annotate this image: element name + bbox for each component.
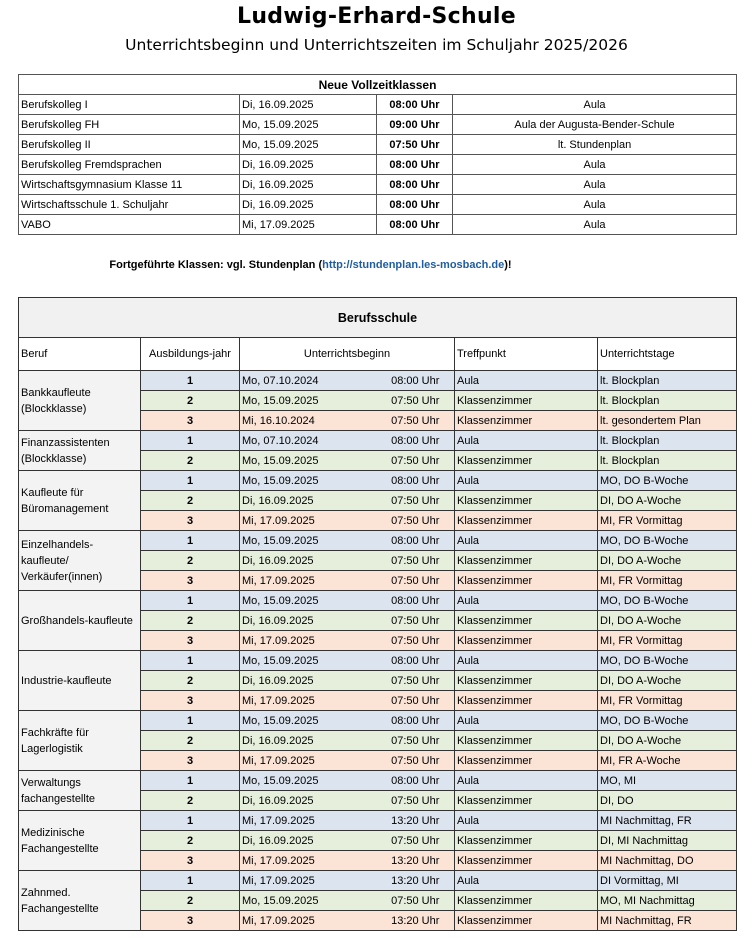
ausbildungsjahr-cell: 1 — [141, 431, 240, 451]
treffpunkt-cell: Klassenzimmer — [455, 631, 598, 651]
ort-cell: Aula — [453, 155, 737, 175]
beruf-cell: Medizinische Fachangestellte — [19, 811, 141, 871]
treffpunkt-cell: Klassenzimmer — [455, 691, 598, 711]
ausbildungsjahr-cell: 1 — [141, 651, 240, 671]
treffpunkt-cell: Klassenzimmer — [455, 451, 598, 471]
datum-cell: Mo, 15.09.2025 — [240, 391, 377, 411]
zeit-cell: 08:00 Uhr — [377, 195, 453, 215]
zeit-cell: 13:20 Uhr — [377, 811, 455, 831]
beruf-cell: Bankkaufleute (Blockklasse) — [19, 371, 141, 431]
zeit-cell: 07:50 Uhr — [377, 611, 455, 631]
berufsschule-table — [18, 297, 737, 931]
zeit-cell: 07:50 Uhr — [377, 135, 453, 155]
datum-cell: Mo, 15.09.2025 — [240, 531, 377, 551]
ort-cell: lt. Stundenplan — [453, 135, 737, 155]
datum-cell: Mi, 17.09.2025 — [240, 215, 377, 235]
datum-cell: Di, 16.09.2025 — [240, 831, 377, 851]
note-text: Fortgeführte Klassen: vgl. Stundenplan ( — [109, 259, 323, 271]
zeit-cell: 07:50 Uhr — [377, 671, 455, 691]
unterrichtstage-cell: MI, FR Vormittag — [598, 631, 737, 651]
zeit-cell: 07:50 Uhr — [377, 411, 455, 431]
klasse-cell: Berufskolleg Fremdsprachen — [19, 155, 240, 175]
datum-cell: Mi, 17.09.2025 — [240, 571, 377, 591]
klasse-cell: Wirtschaftsgymnasium Klasse 11 — [19, 175, 240, 195]
ausbildungsjahr-cell: 1 — [141, 591, 240, 611]
zeit-cell: 13:20 Uhr — [377, 871, 455, 891]
table-row — [19, 431, 737, 451]
unterrichtstage-cell: DI Vormittag, MI — [598, 871, 737, 891]
zeit-cell: 08:00 Uhr — [377, 711, 455, 731]
datum-cell: Di, 16.09.2025 — [240, 195, 377, 215]
datum-cell: Mo, 15.09.2025 — [240, 771, 377, 791]
datum-cell: Mo, 07.10.2024 — [240, 371, 377, 391]
column-header-unterrichtsbeginn: Unterrichtsbeginn — [240, 338, 455, 371]
datum-cell: Mi, 17.09.2025 — [240, 871, 377, 891]
ort-cell: Aula — [453, 95, 737, 115]
table-row — [19, 471, 737, 491]
continued-classes-note — [0, 259, 621, 271]
treffpunkt-cell: Aula — [455, 711, 598, 731]
zeit-cell: 08:00 Uhr — [377, 471, 455, 491]
ausbildungsjahr-cell: 2 — [141, 891, 240, 911]
ausbildungsjahr-cell: 2 — [141, 791, 240, 811]
datum-cell: Mo, 15.09.2025 — [240, 711, 377, 731]
unterrichtstage-cell: lt. Blockplan — [598, 371, 737, 391]
zeit-cell: 07:50 Uhr — [377, 631, 455, 651]
column-header-unterrichtstage: Unterrichtstage — [598, 338, 737, 371]
treffpunkt-cell: Klassenzimmer — [455, 751, 598, 771]
ausbildungsjahr-cell: 1 — [141, 771, 240, 791]
zeit-cell: 13:20 Uhr — [377, 911, 455, 931]
ausbildungsjahr-cell: 2 — [141, 671, 240, 691]
datum-cell: Mi, 17.09.2025 — [240, 691, 377, 711]
unterrichtstage-cell: DI, DO A-Woche — [598, 551, 737, 571]
ausbildungsjahr-cell: 2 — [141, 551, 240, 571]
unterrichtstage-cell: lt. gesondertem Plan — [598, 411, 737, 431]
unterrichtstage-cell: lt. Blockplan — [598, 431, 737, 451]
table-row — [19, 215, 737, 235]
column-header-treffpunkt: Treffpunkt — [455, 338, 598, 371]
table-row — [19, 591, 737, 611]
unterrichtstage-cell: MO, MI — [598, 771, 737, 791]
table-row — [19, 155, 737, 175]
treffpunkt-cell: Aula — [455, 431, 598, 451]
zeit-cell: 08:00 Uhr — [377, 771, 455, 791]
ausbildungsjahr-cell: 3 — [141, 691, 240, 711]
table-row — [19, 175, 737, 195]
datum-cell: Mi, 17.09.2025 — [240, 851, 377, 871]
datum-cell: Mo, 15.09.2025 — [240, 451, 377, 471]
unterrichtstage-cell: lt. Blockplan — [598, 391, 737, 411]
table-row — [19, 195, 737, 215]
zeit-cell: 07:50 Uhr — [377, 491, 455, 511]
unterrichtstage-cell: MO, DO B-Woche — [598, 651, 737, 671]
treffpunkt-cell: Klassenzimmer — [455, 731, 598, 751]
klasse-cell: VABO — [19, 215, 240, 235]
unterrichtstage-cell: DI, DO A-Woche — [598, 491, 737, 511]
ausbildungsjahr-cell: 3 — [141, 751, 240, 771]
klasse-cell: Berufskolleg II — [19, 135, 240, 155]
stundenplan-link[interactable]: http://stundenplan.les-mosbach.de — [322, 259, 505, 271]
treffpunkt-cell: Klassenzimmer — [455, 791, 598, 811]
ausbildungsjahr-cell: 1 — [141, 711, 240, 731]
ausbildungsjahr-cell: 1 — [141, 811, 240, 831]
datum-cell: Di, 16.09.2025 — [240, 95, 377, 115]
datum-cell: Di, 16.09.2025 — [240, 175, 377, 195]
vollzeit-heading: Neue Vollzeitklassen — [19, 75, 737, 95]
klasse-cell: Wirtschaftsschule 1. Schuljahr — [19, 195, 240, 215]
datum-cell: Mi, 17.09.2025 — [240, 911, 377, 931]
zeit-cell: 13:20 Uhr — [377, 851, 455, 871]
zeit-cell: 07:50 Uhr — [377, 791, 455, 811]
datum-cell: Mo, 15.09.2025 — [240, 135, 377, 155]
treffpunkt-cell: Klassenzimmer — [455, 831, 598, 851]
table-row — [19, 135, 737, 155]
zeit-cell: 08:00 Uhr — [377, 531, 455, 551]
column-header-beruf: Beruf — [19, 338, 141, 371]
unterrichtstage-cell: MI Nachmittag, DO — [598, 851, 737, 871]
unterrichtstage-cell: DI, DO A-Woche — [598, 611, 737, 631]
datum-cell: Mo, 15.09.2025 — [240, 471, 377, 491]
zeit-cell: 07:50 Uhr — [377, 891, 455, 911]
treffpunkt-cell: Aula — [455, 771, 598, 791]
datum-cell: Mi, 17.09.2025 — [240, 511, 377, 531]
zeit-cell: 07:50 Uhr — [377, 751, 455, 771]
ausbildungsjahr-cell: 1 — [141, 531, 240, 551]
beruf-cell: Finanzassistenten (Blockklasse) — [19, 431, 141, 471]
treffpunkt-cell: Aula — [455, 811, 598, 831]
table-row — [19, 371, 737, 391]
treffpunkt-cell: Klassenzimmer — [455, 511, 598, 531]
zeit-cell: 07:50 Uhr — [377, 731, 455, 751]
ausbildungsjahr-cell: 3 — [141, 511, 240, 531]
vollzeit-table — [18, 74, 737, 235]
zeit-cell: 07:50 Uhr — [377, 391, 455, 411]
unterrichtstage-cell: MI, FR Vormittag — [598, 691, 737, 711]
unterrichtstage-cell: MI Nachmittag, FR — [598, 811, 737, 831]
zeit-cell: 07:50 Uhr — [377, 451, 455, 471]
zeit-cell: 07:50 Uhr — [377, 831, 455, 851]
beruf-cell: Einzelhandels-kaufleute/ Verkäufer(innen) — [19, 531, 141, 591]
unterrichtstage-cell: DI, DO A-Woche — [598, 731, 737, 751]
datum-cell: Mi, 17.09.2025 — [240, 811, 377, 831]
unterrichtstage-cell: lt. Blockplan — [598, 451, 737, 471]
unterrichtstage-cell: MO, DO B-Woche — [598, 711, 737, 731]
treffpunkt-cell: Klassenzimmer — [455, 851, 598, 871]
note-suffix: )! — [504, 259, 512, 271]
beruf-cell: Kaufleute für Büromanagement — [19, 471, 141, 531]
zeit-cell: 08:00 Uhr — [377, 371, 455, 391]
treffpunkt-cell: Klassenzimmer — [455, 571, 598, 591]
beruf-cell: Fachkräfte für Lagerlogistik — [19, 711, 141, 771]
treffpunkt-cell: Aula — [455, 591, 598, 611]
zeit-cell: 08:00 Uhr — [377, 155, 453, 175]
ort-cell: Aula — [453, 215, 737, 235]
datum-cell: Di, 16.09.2025 — [240, 551, 377, 571]
datum-cell: Mi, 17.09.2025 — [240, 751, 377, 771]
treffpunkt-cell: Klassenzimmer — [455, 491, 598, 511]
ort-cell: Aula der Augusta-Bender-Schule — [453, 115, 737, 135]
ausbildungsjahr-cell: 1 — [141, 371, 240, 391]
school-name: Ludwig-Erhard-Schule — [237, 4, 516, 29]
ausbildungsjahr-cell: 2 — [141, 731, 240, 751]
ausbildungsjahr-cell: 1 — [141, 871, 240, 891]
treffpunkt-cell: Klassenzimmer — [455, 411, 598, 431]
datum-cell: Di, 16.09.2025 — [240, 731, 377, 751]
column-header-ausbildungsjahr: Ausbildungs-jahr — [141, 338, 240, 371]
treffpunkt-cell: Klassenzimmer — [455, 611, 598, 631]
table-row — [19, 651, 737, 671]
unterrichtstage-cell: MO, DO B-Woche — [598, 591, 737, 611]
zeit-cell: 08:00 Uhr — [377, 95, 453, 115]
table-row — [19, 115, 737, 135]
treffpunkt-cell: Aula — [455, 871, 598, 891]
treffpunkt-cell: Aula — [455, 651, 598, 671]
zeit-cell: 08:00 Uhr — [377, 651, 455, 671]
zeit-cell: 08:00 Uhr — [377, 215, 453, 235]
ausbildungsjahr-cell: 3 — [141, 911, 240, 931]
unterrichtstage-cell: MO, DO B-Woche — [598, 471, 737, 491]
table-row — [19, 711, 737, 731]
datum-cell: Mo, 15.09.2025 — [240, 591, 377, 611]
beruf-cell: Großhandels-kaufleute — [19, 591, 141, 651]
datum-cell: Mo, 15.09.2025 — [240, 891, 377, 911]
ort-cell: Aula — [453, 175, 737, 195]
beruf-cell: Industrie-kaufleute — [19, 651, 141, 711]
beruf-cell: Zahnmed. Fachangestellte — [19, 871, 141, 931]
unterrichtstage-cell: DI, DO A-Woche — [598, 671, 737, 691]
datum-cell: Di, 16.09.2025 — [240, 155, 377, 175]
treffpunkt-cell: Klassenzimmer — [455, 911, 598, 931]
ausbildungsjahr-cell: 3 — [141, 851, 240, 871]
zeit-cell: 07:50 Uhr — [377, 691, 455, 711]
datum-cell: Di, 16.09.2025 — [240, 671, 377, 691]
datum-cell: Di, 16.09.2025 — [240, 791, 377, 811]
page-subtitle: Unterrichtsbeginn und Unterrichtszeiten im Schuljahr 2025/2026 — [125, 36, 628, 54]
datum-cell: Mo, 15.09.2025 — [240, 115, 377, 135]
ort-cell: Aula — [453, 195, 737, 215]
treffpunkt-cell: Klassenzimmer — [455, 671, 598, 691]
zeit-cell: 08:00 Uhr — [377, 175, 453, 195]
treffpunkt-cell: Aula — [455, 371, 598, 391]
datum-cell: Mo, 15.09.2025 — [240, 651, 377, 671]
ausbildungsjahr-cell: 2 — [141, 491, 240, 511]
zeit-cell: 08:00 Uhr — [377, 431, 455, 451]
table-row — [19, 811, 737, 831]
treffpunkt-cell: Klassenzimmer — [455, 891, 598, 911]
datum-cell: Mo, 07.10.2024 — [240, 431, 377, 451]
ausbildungsjahr-cell: 3 — [141, 411, 240, 431]
table-row — [19, 531, 737, 551]
klasse-cell: Berufskolleg FH — [19, 115, 240, 135]
ausbildungsjahr-cell: 2 — [141, 451, 240, 471]
klasse-cell: Berufskolleg I — [19, 95, 240, 115]
unterrichtstage-cell: MI, FR A-Woche — [598, 751, 737, 771]
ausbildungsjahr-cell: 3 — [141, 631, 240, 651]
unterrichtstage-cell: MI, FR Vormittag — [598, 571, 737, 591]
zeit-cell: 07:50 Uhr — [377, 571, 455, 591]
treffpunkt-cell: Klassenzimmer — [455, 551, 598, 571]
unterrichtstage-cell: DI, DO — [598, 791, 737, 811]
unterrichtstage-cell: MO, DO B-Woche — [598, 531, 737, 551]
unterrichtstage-cell: MI Nachmittag, FR — [598, 911, 737, 931]
treffpunkt-cell: Klassenzimmer — [455, 391, 598, 411]
ausbildungsjahr-cell: 2 — [141, 611, 240, 631]
zeit-cell: 07:50 Uhr — [377, 551, 455, 571]
datum-cell: Di, 16.09.2025 — [240, 611, 377, 631]
table-row — [19, 95, 737, 115]
zeit-cell: 07:50 Uhr — [377, 511, 455, 531]
table-row — [19, 771, 737, 791]
ausbildungsjahr-cell: 2 — [141, 391, 240, 411]
berufsschule-heading: Berufsschule — [19, 298, 737, 338]
datum-cell: Mi, 16.10.2024 — [240, 411, 377, 431]
ausbildungsjahr-cell: 2 — [141, 831, 240, 851]
beruf-cell: Verwaltungs fachangestellte — [19, 771, 141, 811]
zeit-cell: 09:00 Uhr — [377, 115, 453, 135]
ausbildungsjahr-cell: 1 — [141, 471, 240, 491]
treffpunkt-cell: Aula — [455, 471, 598, 491]
ausbildungsjahr-cell: 3 — [141, 571, 240, 591]
unterrichtstage-cell: MI, FR Vormittag — [598, 511, 737, 531]
unterrichtstage-cell: MO, MI Nachmittag — [598, 891, 737, 911]
datum-cell: Di, 16.09.2025 — [240, 491, 377, 511]
table-row — [19, 871, 737, 891]
datum-cell: Mi, 17.09.2025 — [240, 631, 377, 651]
zeit-cell: 08:00 Uhr — [377, 591, 455, 611]
unterrichtstage-cell: DI, MI Nachmittag — [598, 831, 737, 851]
treffpunkt-cell: Aula — [455, 531, 598, 551]
